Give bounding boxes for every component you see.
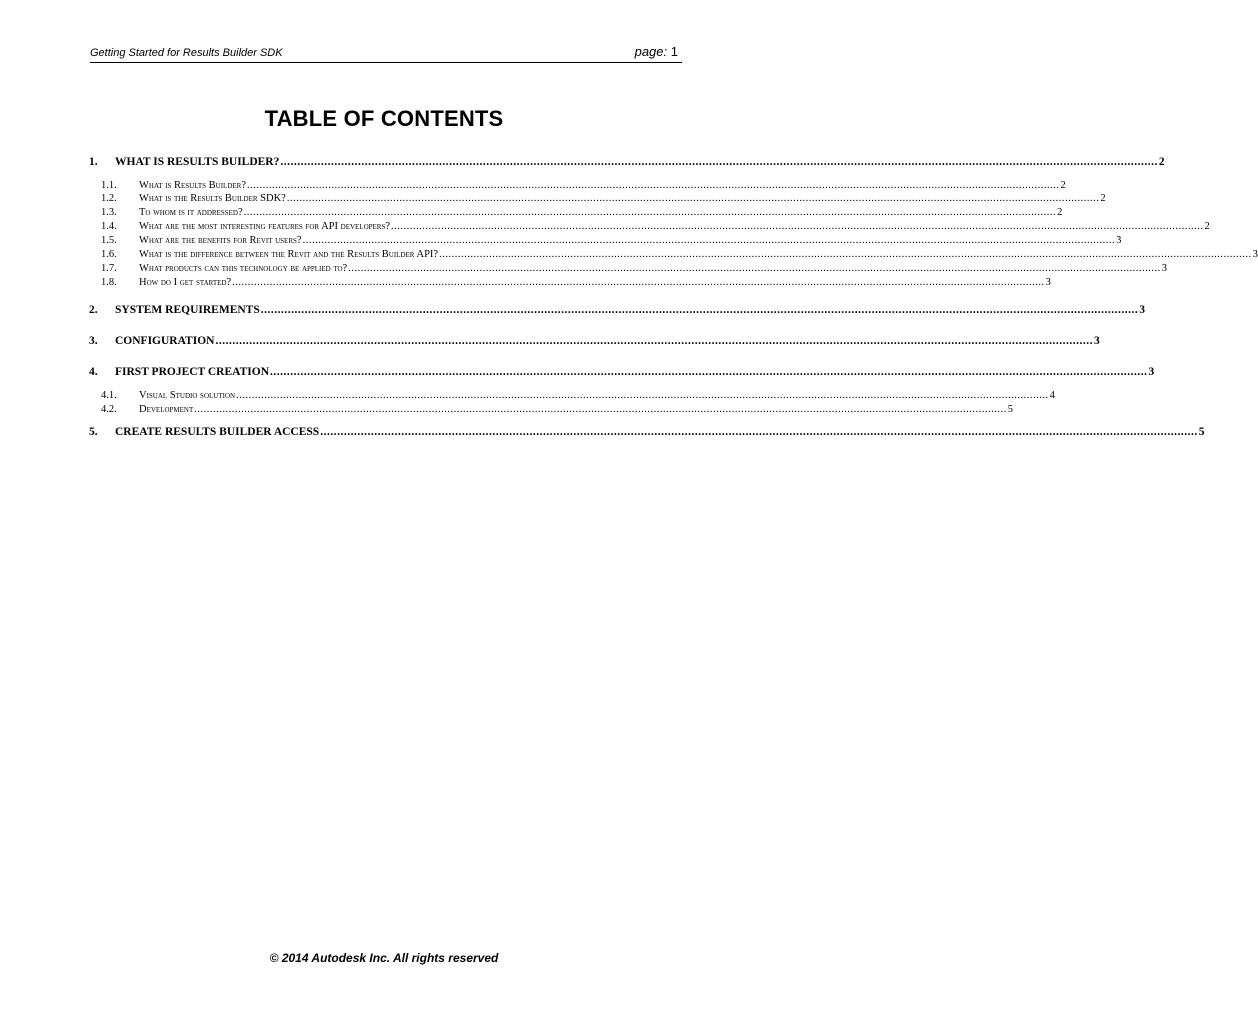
toc-dot-leader: .................................................................................................................................................................................................................................................................... (280, 156, 1158, 168)
toc-entry[interactable] (89, 156, 1165, 172)
toc-entry-page: 3 (1252, 249, 1258, 260)
toc-entry-page: 2 (1158, 156, 1165, 168)
header-page-label: page: (634, 44, 668, 59)
toc-entry[interactable] (89, 180, 1066, 194)
toc-entry-page: 4 (1049, 390, 1055, 401)
toc-entry[interactable] (89, 335, 1100, 351)
toc-entry-title: What is the difference between the Revit and the Results Builder API? (139, 249, 439, 260)
toc-dot-leader: .................................................................................................................................................................................................................................................................... (246, 180, 1060, 191)
toc-entry-page: 5 (1007, 404, 1013, 415)
toc-entry-number: 4.2. (101, 404, 117, 415)
toc-entry[interactable] (89, 404, 1013, 418)
toc-entry-title: Development (139, 404, 194, 415)
toc-entry-title: How do I get started? (139, 277, 232, 288)
copyright-footer: © 2014 Autodesk Inc. All rights reserved (269, 951, 499, 965)
toc-dot-leader: .................................................................................................................................................................................................................................................................... (232, 277, 1045, 288)
table-of-contents (89, 0, 1258, 1024)
toc-entry-title: SYSTEM REQUIREMENTS (115, 304, 260, 316)
toc-dot-leader: .................................................................................................................................................................................................................................................................... (348, 263, 1161, 274)
toc-entry-title: What products can this technology be applied to? (139, 263, 348, 274)
toc-entry-number: 4. (89, 366, 98, 378)
toc-entry-page: 2 (1060, 180, 1066, 191)
toc-entry-title: What is the Results Builder SDK? (139, 193, 286, 204)
toc-dot-leader: .................................................................................................................................................................................................................................................................... (286, 193, 1100, 204)
toc-entry-number: 1.5. (101, 235, 117, 246)
toc-entry-number: 1.4. (101, 221, 117, 232)
toc-entry-page: 3 (1093, 335, 1100, 347)
header-page-number: 1 (670, 44, 678, 59)
toc-dot-leader: .................................................................................................................................................................................................................................................................... (320, 426, 1198, 438)
toc-entry-title: To whom is it addressed? (139, 207, 243, 218)
toc-entry[interactable] (89, 207, 1063, 221)
toc-entry-number: 1.2. (101, 193, 117, 204)
toc-entry-number: 5. (89, 426, 98, 438)
toc-entry-page: 5 (1198, 426, 1205, 438)
toc-entry[interactable] (89, 366, 1155, 382)
toc-entry-number: 1.7. (101, 263, 117, 274)
toc-entry[interactable] (89, 263, 1167, 277)
toc-entry-page: 3 (1116, 235, 1122, 246)
toc-dot-leader: .................................................................................................................................................................................................................................................................... (439, 249, 1252, 260)
toc-entry-title: CREATE RESULTS BUILDER ACCESS (115, 426, 320, 438)
toc-entry-page: 3 (1139, 304, 1145, 316)
toc-entry-title: FIRST PROJECT CREATION (115, 366, 270, 378)
toc-entry[interactable] (89, 235, 1122, 249)
toc-dot-leader: .................................................................................................................................................................................................................................................................... (215, 335, 1093, 347)
toc-entry[interactable] (89, 390, 1055, 404)
toc-entry-title: What is Results Builder? (139, 180, 246, 191)
toc-entry[interactable] (89, 221, 1210, 235)
toc-entry-number: 1.1. (101, 180, 117, 191)
toc-entry-page: 2 (1057, 207, 1063, 218)
toc-entry-number: 1. (89, 156, 98, 168)
toc-entry-title: Visual Studio solution (139, 390, 236, 401)
toc-entry-number: 1.3. (101, 207, 117, 218)
toc-entry[interactable] (89, 426, 1205, 442)
toc-entry-page: 2 (1100, 193, 1106, 204)
toc-entry-number: 2. (89, 304, 98, 316)
toc-entry-title: What are the benefits for Revit users? (139, 235, 302, 246)
toc-entry-title: CONFIGURATION (115, 335, 215, 347)
toc-entry[interactable] (89, 249, 1258, 263)
toc-entry-number: 3. (89, 335, 98, 347)
toc-entry[interactable] (89, 304, 1145, 320)
toc-entry-page: 3 (1161, 263, 1167, 274)
toc-dot-leader: .................................................................................................................................................................................................................................................................... (194, 404, 1007, 415)
toc-dot-leader: .................................................................................................................................................................................................................................................................... (236, 390, 1049, 401)
header-document-title: Getting Started for Results Builder SDK (90, 47, 283, 59)
toc-entry[interactable] (89, 193, 1106, 207)
toc-dot-leader: .................................................................................................................................................................................................................................................................... (391, 221, 1204, 232)
toc-entry-number: 1.6. (101, 249, 117, 260)
toc-entry-title: What are the most interesting features for API developers? (139, 221, 391, 232)
toc-entry[interactable] (89, 277, 1051, 291)
toc-entry-number: 4.1. (101, 390, 117, 401)
toc-entry-number: 1.8. (101, 277, 117, 288)
toc-entry-page: 3 (1148, 366, 1155, 378)
toc-entry-title: WHAT IS RESULTS BUILDER? (115, 156, 280, 168)
toc-dot-leader: .................................................................................................................................................................................................................................................................... (270, 366, 1148, 378)
toc-dot-leader: .................................................................................................................................................................................................................................................................... (302, 235, 1116, 246)
toc-heading: TABLE OF CONTENTS (264, 106, 504, 131)
toc-dot-leader: .................................................................................................................................................................................................................................................................... (243, 207, 1057, 218)
toc-entry-page: 2 (1204, 221, 1210, 232)
toc-entry-page: 3 (1045, 277, 1051, 288)
toc-dot-leader: .................................................................................................................................................................................................................................................................... (260, 304, 1139, 316)
